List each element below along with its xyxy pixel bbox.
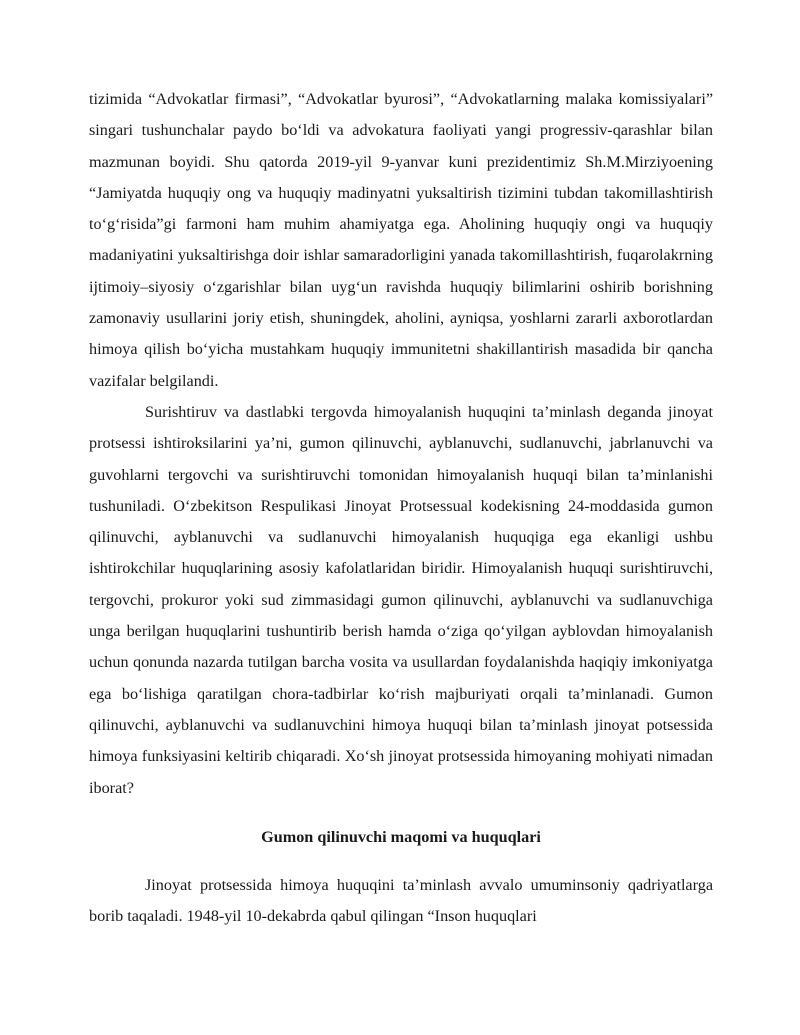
section-heading: Gumon qilinuvchi maqomi va huquqlari <box>261 827 541 846</box>
body-paragraph: Jinoyat protsessida himoya huquqini ta’minlash avvalo umuminsoniy qadriyatlarga borib taqaladi. 1948-yil 10-dekabrda qabul qilingan “Inson huquqlari <box>89 876 713 926</box>
document-page <box>89 84 713 933</box>
body-paragraph: Surishtiruv va dastlabki tergovda himoyalanish huquqini ta’minlash deganda jinoyat protsessi ishtiroksilarini ya’ni, gumon qilinuvchi, ayblanuvchi, sudlanuvchi, jabrlanuvchi va guvohlarni tergovchi va surishtiruvchi tomonidan himoyalanish huquqi bilan ta’minlanishi tushuniladi. O‘zbekitson Respulikasi Jinoyat Protsessual kodekisning 24-moddasida gumon qilinuvchi, ayblanuvchi va sudlanuvchi himoyalanish huquqiga ega ekanligi ushbu ishtirokchilar huquqlarining asosiy kafolatlaridan biridir. Himoyalanish huquqi surishtiruvchi, tergovchi, prokuror yoki sud zimmasidagi gumon qilinuvchi, ayblanuvchi va sudlanuvchiga unga berilgan huquqlarini tushuntirib berish hamda o‘ziga qo‘yilgan ayblovdan himoyalanish uchun qonunda nazarda tutilgan barcha vosita va usullardan foydalanishda haqiqiy imkoniyatga ega bo‘lishiga qaratilgan chora-tadbirlar ko‘rish majburiyati orqali ta’minlanadi. Gumon qilinuvchi, ayblanuvchi va sudlanuvchini himoya huquqi bilan ta’minlash jinoyat potsessida himoya funksiyasini keltirib chiqaradi. Xo‘sh jinoyat protsessida himoyaning mohiyati nimadan iborat? <box>89 402 713 797</box>
body-paragraph: tizimida “Advokatlar firmasi”, “Advokatlar byurosi”, “Advokatlarning malaka komissiyalari” singari tushunchalar paydo bo‘ldi va advokatura faoliyati yangi progressiv-qarashlar bilan mazmunan boyidi. Shu qatorda 2019-yil 9-yanvar kuni prezidentimiz Sh.M.Mirziyoening “Jamiyatda huquqiy ong va huquqiy madinyatni yuksaltirish tizimini tubdan takomillashtirish to‘g‘risida”gi farmoni ham muhim ahamiyatga ega. Aholining huquqiy ongi va huquqiy madaniyatini yuksaltirishga doir ishlar samaradorligini yanada takomillashtirish, fuqarolakrning ijtimoiy–siyosiy o‘zgarishlar bilan uyg‘un ravishda huquqiy bilimlarini oshirib borishning zamonaviy usullarini joriy etish, shuningdek, aholini, ayniqsa, yoshlarni zararli axborotlardan himoya qilish bo‘yicha mustahkam huquqiy immunitetni shakillantirish masadida bir qancha vazifalar belgilandi. <box>89 90 713 390</box>
